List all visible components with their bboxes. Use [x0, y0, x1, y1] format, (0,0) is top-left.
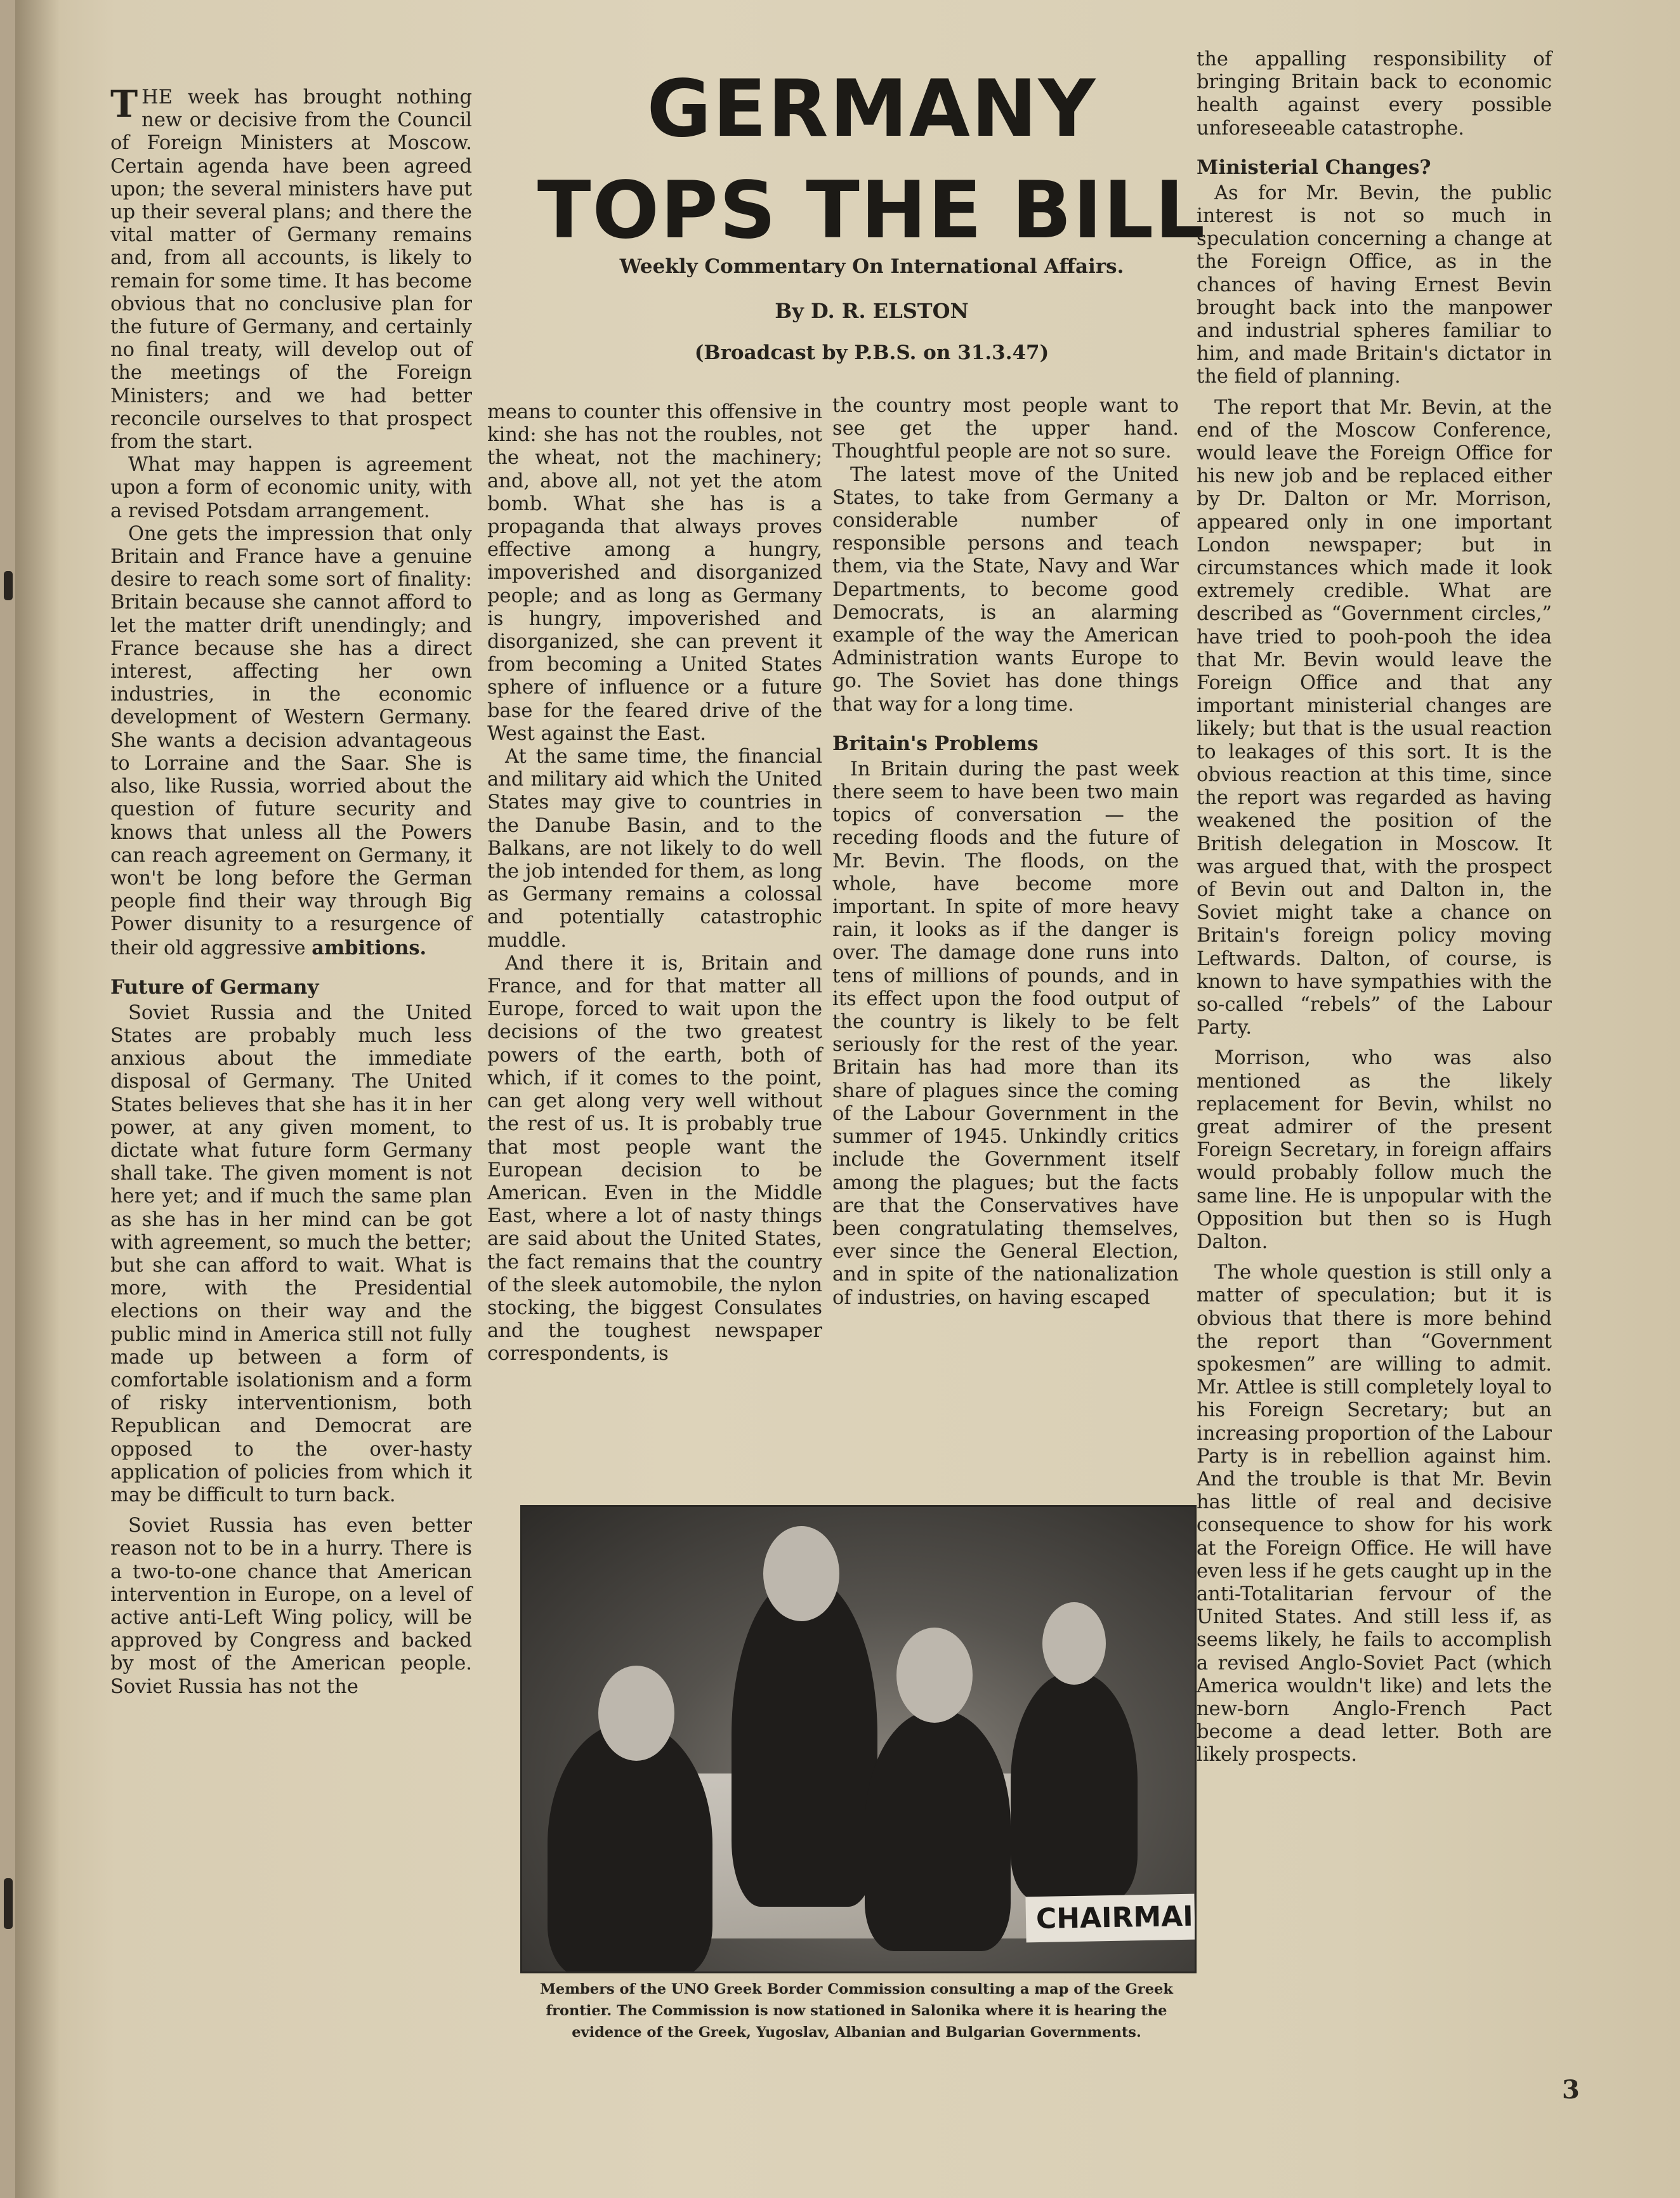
- paragraph: the country most people want to see get the upper hand. Thoughtful people are not so sure.: [832, 395, 1179, 463]
- figure-right: [1011, 1672, 1138, 1900]
- binding-shadow: [15, 0, 60, 2198]
- binding-thread: [4, 571, 13, 600]
- page-number: 3: [1562, 2075, 1580, 2105]
- face: [1042, 1602, 1106, 1685]
- paragraph: The latest move of the United States, to take from Germany a considerable number of responsible persons and teach them, via the State, Navy and War Departments, to become good Democrats, is an alarming example of the way the American Administration wants Europe to go. The Soviet has done things that way for a long time.: [832, 463, 1179, 716]
- paragraph: the appalling responsibility of bringing Britain back to economic health against every possible unforeseeable catastrophe.: [1197, 48, 1552, 140]
- figure-standing: [732, 1577, 877, 1907]
- paragraph: Morrison, who was also mentioned as the likely replacement for Bevin, whilst no great admirer of the present Foreign Secretary, in foreign affairs would probably follow much the same line. He is unpopular with the Opposition but then so is Hugh Dalton.: [1197, 1047, 1552, 1253]
- drop-cap: T: [110, 82, 138, 126]
- byline: By D. R. ELSTON: [775, 299, 969, 323]
- section-heading-britains-problems: Britain's Problems: [832, 732, 1039, 755]
- paragraph: What may happen is agreement upon a form of economic unity, with a revised Potsdam arrangement.: [110, 454, 472, 522]
- binding-thread: [4, 1878, 13, 1929]
- paragraph: The whole question is still only a matter of speculation; but it is obvious that there is more behind the report than “Government spokesmen” are willing to admit. Mr. Attlee is still completely loyal to his Foreign Secretary; but an increasing proportion of the Labour Party is in rebellion against him. And the trouble is that Mr. Bevin has little of real and decisive consequence to show for his work at the Foreign Office. He will have even less if he gets caught up in the anti-Totalitarian fervour of the United States. And still less if, as seems likely, he fails to accomplish a revised Anglo-Soviet Pact (which America wouldn't like) and lets the new-born Anglo-French Pact become a dead letter. Both are likely prospects.: [1197, 1261, 1552, 1767]
- section-heading-future-of-germany: Future of Germany: [110, 975, 319, 999]
- magazine-page: [15, 0, 1680, 2198]
- article-subhead: [510, 254, 1233, 365]
- section-heading-ministerial-changes: Ministerial Changes?: [1197, 155, 1431, 179]
- paragraph: As for Mr. Bevin, the public interest is not so much in speculation concerning a change at the Foreign Office, as in the chances of having Ernest Bevin brought back into the manpower and industrial spheres familiar to him, and made Britain's dictator in the field of planning.: [1197, 181, 1552, 388]
- paragraph: Soviet Russia has even better reason not to be in a hurry. There is a two-to-one chance that American intervention in Europe, on a level of active anti-Left Wing policy, will be approved by Congress and backed by most of the American people. Soviet Russia has not the: [110, 1515, 472, 1698]
- figure-seated-left: [548, 1723, 712, 1973]
- column-4: [1197, 48, 1552, 1767]
- broadcast-note: (Broadcast by P.B.S. on 31.3.47): [694, 341, 1049, 364]
- face: [896, 1628, 973, 1723]
- headline-line-2: TOPS THE BILL: [537, 165, 1207, 256]
- paragraph: The report that Mr. Bevin, at the end of the Moscow Conference, would leave the Foreign Office for his new job and be replaced either by Dr. Dalton or Mr. Morrison, appeared only in one important London newspaper; but in circumstances which made it look extremely credible. What are described as “Government circles,” have tried to pooh-pooh the idea that Mr. Bevin would leave the Foreign Office and that any important ministerial changes are likely; but that is the usual reaction to leakages of this sort. It is the obvious reaction at this time, since the report was regarded as having weakened the position of the British delegation in Moscow. It was argued that, with the prospect of Bevin out and Dalton in, the Soviet might take a chance on Britain's foreign policy moving Leftwards. Dalton, of course, is known to have sympathies with the so-called “rebels” of the Labour Party.: [1197, 396, 1552, 1039]
- face: [763, 1526, 839, 1621]
- paragraph: One gets the impression that only Britain and France have a genuine desire to reach some sort of finality: Britain because she cannot afford to let the matter drift unendingly; and France because she has a direct interest, affecting her own industries, in the economic development of Western Germany. She wants a decision advantageous to Lorraine and the Saar. She is also, like Russia, worried about the question of future security and knows that unless all the Powers can reach agreement on Germany, it won't be long before the German people find their way through Big Power disunity to a resurgence of their old aggressive ambitions.: [110, 522, 472, 959]
- news-photograph: [520, 1505, 1197, 1973]
- photo-caption: Members of the UNO Greek Border Commission consulting a map of the Greek frontier. The Commission is now stationed in Salonika where it is hearing the evidence of the Greek, Yugoslav, Albanian and Bulgarian Governments.: [540, 1981, 1173, 2041]
- article-headline: [510, 58, 1233, 261]
- paragraph: means to counter this offensive in kind: she has not the roubles, not the wheat, not the machinery; and, above all, not yet the atom bomb. What she has is a propaganda that always proves effective among a hungry, impoverished and disorganized people; and as long as Germany is hungry, impoverished and disorganized, she can prevent it from becoming a United States sphere of influence or a future base for the feared drive of the West against the East.: [487, 401, 822, 745]
- intro-paragraph: THE week has brought nothing new or decisive from the Council of Foreign Ministers at Moscow. Certain agenda have been agreed upon; the several ministers have put up their several plans; and there the vital matter of Germany remains and, from all accounts, is likely to remain for some time. It has become obvious that no conclusive plan for the future of Germany, and certainly no final treaty, will develop out of the meetings of the Foreign Ministers; and we had better reconcile ourselves to that prospect from the start.: [110, 82, 472, 454]
- column-1: [110, 82, 472, 1699]
- paragraph: At the same time, the financial and military aid which the United States may give to countries in the Danube Basin, and to the Balkans, are not likely to do well the job intended for them, as long as Germany remains a colossal and potentially catastrophic muddle.: [487, 746, 822, 952]
- paragraph: Soviet Russia and the United States are probably much less anxious about the immediate disposal of Germany. The United States believes that she has it in her power, at any given moment, to dictate what future form Germany shall take. The given moment is not here yet; and if much the same plan as she has in her mind can be got with agreement, so much the better; but she can afford to wait. What is more, with the Presidential elections on their way and the public mind in America still not fully made up between a form of comfortable isolationism and a form of risky interventionism, both Republican and Democrat are opposed to the over-hasty application of policies from which it may be difficult to turn back.: [110, 1001, 472, 1506]
- paragraph: In Britain during the past week there seem to have been two main topics of conversation — the receding floods and the future of Mr. Bevin. The floods, on the whole, have become more important. In spite of more heavy rain, it looks as if the danger is over. The damage done runs into tens of millions of pounds, and in its effect upon the food output of the country is likely to be felt seriously for the rest of the year. Britain has had more than its share of plagues since the coming of the Labour Government in the summer of 1945. Unkindly critics include the Government itself among the plagues; but the facts are that the Conservatives have been congratulating themselves, ever since the General Election, and in spite of the nationalization of industries, on having escaped: [832, 758, 1179, 1309]
- figure-center: [865, 1710, 1011, 1951]
- column-2: [487, 401, 822, 1366]
- headline-line-1: GERMANY: [646, 63, 1097, 155]
- face: [598, 1666, 674, 1761]
- standfirst: Weekly Commentary On International Affairs.: [619, 255, 1124, 278]
- paragraph: And there it is, Britain and France, and for that matter all Europe, forced to wait upon the decisions of the two greatest powers of the earth, both of which, if it comes to the point, can get along very well without the rest of us. It is probably true that most people want the European decision to be American. Even in the Middle East, where a lot of nasty things are said about the United States, the fact remains that the country of the sleek automobile, the nylon stocking, the biggest Consulates and the toughest newspaper correspondents, is: [487, 952, 822, 1366]
- chairman-nameplate: CHAIRMAI: [1025, 1894, 1195, 1943]
- column-3: [832, 395, 1179, 1310]
